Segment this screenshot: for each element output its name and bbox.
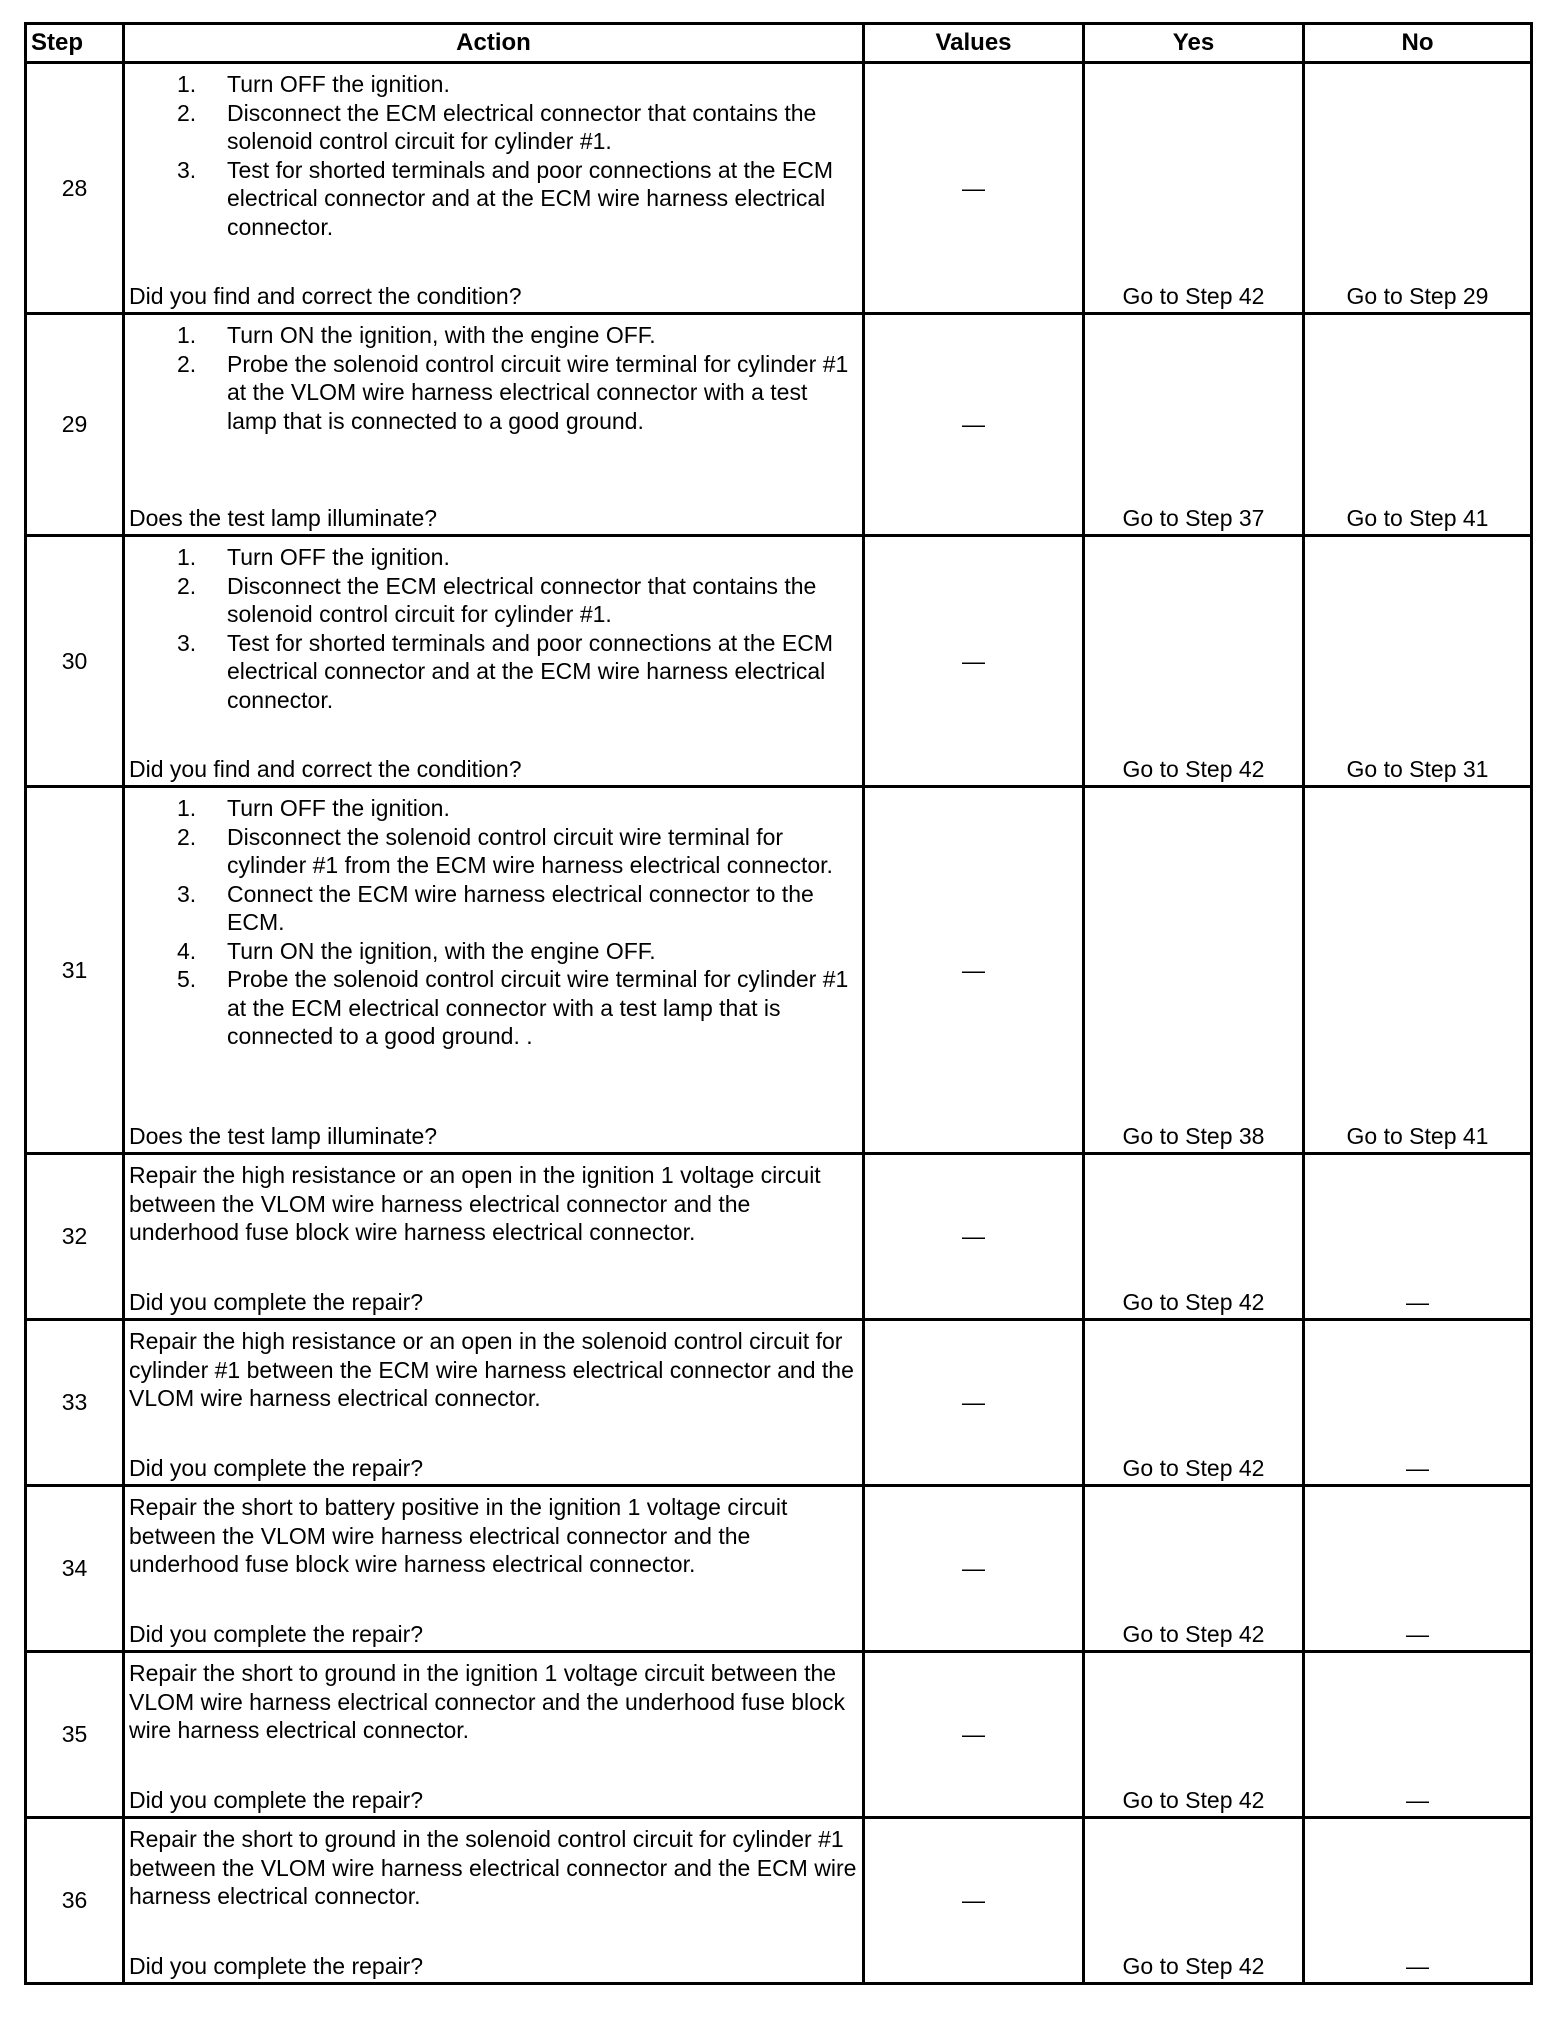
yes-cell	[1084, 787, 1304, 1154]
no-goto: —	[1406, 1952, 1429, 1979]
table-row	[26, 1818, 1532, 1984]
no-cell	[1304, 1652, 1532, 1818]
yes-goto: Go to Step 42	[1122, 755, 1265, 782]
list-item: 3. Connect the ECM wire harness electrical connector to the ECM.	[177, 880, 814, 935]
yes-goto: Go to Step 42	[1122, 1620, 1265, 1647]
action-steps-list	[125, 794, 862, 1051]
table-row	[26, 1320, 1532, 1486]
no-cell	[1304, 314, 1532, 536]
action-description: Repair the short to battery positive in the ignition 1 voltage circuit between the VLOM wire harness electrical connector and the underhood fuse block wire harness electrical connector.	[129, 1494, 788, 1577]
no-cell	[1304, 63, 1532, 314]
header-action: Action	[124, 24, 864, 63]
list-item: 3. Test for shorted terminals and poor connections at the ECM electrical connector and at the ECM wire harness electrical connector.	[177, 156, 833, 240]
action-cell	[124, 787, 864, 1154]
no-goto: Go to Step 31	[1346, 755, 1489, 782]
action-description: Repair the high resistance or an open in the solenoid control circuit for cylinder #1 between the ECM wire harness electrical connector and the VLOM wire harness electrical connector.	[129, 1328, 854, 1411]
no-cell	[1304, 536, 1532, 787]
yes-cell	[1084, 314, 1304, 536]
action-question: Does the test lamp illuminate?	[129, 504, 438, 531]
action-steps-list	[125, 70, 862, 241]
list-item: 1. Turn OFF the ignition.	[177, 71, 450, 97]
action-question: Did you complete the repair?	[129, 1620, 424, 1647]
action-description: Repair the short to ground in the solenoid control circuit for cylinder #1 between the VLOM wire harness electrical connector and the ECM wire harness electrical connector.	[129, 1826, 857, 1909]
list-item: 4. Turn ON the ignition, with the engine OFF.	[177, 937, 656, 964]
step-number: 32	[26, 1154, 124, 1320]
values-cell: —	[864, 1154, 1084, 1320]
values-cell: —	[864, 1652, 1084, 1818]
action-question: Did you find and correct the condition?	[129, 282, 522, 309]
values-cell: —	[864, 787, 1084, 1154]
action-question: Did you complete the repair?	[129, 1454, 424, 1481]
values-cell: —	[864, 1320, 1084, 1486]
action-question: Does the test lamp illuminate?	[129, 1122, 438, 1149]
action-cell	[124, 536, 864, 787]
table-header-row	[26, 24, 1532, 63]
yes-cell	[1084, 536, 1304, 787]
yes-goto: Go to Step 42	[1122, 1454, 1265, 1481]
yes-goto: Go to Step 38	[1122, 1122, 1265, 1149]
list-item: 2. Disconnect the ECM electrical connector that contains the solenoid control circuit for cylinder #1.	[177, 572, 817, 627]
step-number: 29	[26, 314, 124, 536]
header-yes: Yes	[1084, 24, 1304, 63]
no-cell	[1304, 1320, 1532, 1486]
list-item: 3. Test for shorted terminals and poor connections at the ECM electrical connector and at the ECM wire harness electrical connector.	[177, 629, 833, 713]
yes-cell	[1084, 1320, 1304, 1486]
no-cell	[1304, 1486, 1532, 1652]
yes-goto: Go to Step 42	[1122, 1288, 1265, 1315]
no-cell	[1304, 1818, 1532, 1984]
yes-cell	[1084, 1154, 1304, 1320]
list-item: 5. Probe the solenoid control circuit wire terminal for cylinder #1 at the ECM electrical connector with a test lamp that is connected to a good ground. .	[177, 966, 849, 1049]
header-no: No	[1304, 24, 1532, 63]
list-item: 2. Disconnect the solenoid control circuit wire terminal for cylinder #1 from the ECM wire harness electrical connector.	[177, 823, 833, 878]
no-goto: —	[1406, 1454, 1429, 1481]
action-steps-list	[125, 543, 862, 714]
action-cell	[124, 63, 864, 314]
yes-goto: Go to Step 42	[1122, 1786, 1265, 1813]
table-row	[26, 1154, 1532, 1320]
step-number: 36	[26, 1818, 124, 1984]
action-question: Did you find and correct the condition?	[129, 755, 522, 782]
diagnostic-table-page	[24, 22, 1530, 1985]
step-number: 35	[26, 1652, 124, 1818]
action-question: Did you complete the repair?	[129, 1786, 424, 1813]
values-cell: —	[864, 536, 1084, 787]
action-cell	[124, 1486, 864, 1652]
list-item: 1. Turn ON the ignition, with the engine OFF.	[177, 322, 656, 348]
yes-cell	[1084, 1652, 1304, 1818]
step-number: 34	[26, 1486, 124, 1652]
table-row	[26, 1652, 1532, 1818]
no-goto: —	[1406, 1288, 1429, 1315]
yes-cell	[1084, 63, 1304, 314]
no-goto: Go to Step 41	[1346, 1122, 1489, 1149]
values-cell: —	[864, 1486, 1084, 1652]
yes-goto: Go to Step 42	[1122, 1952, 1265, 1979]
action-cell	[124, 1652, 864, 1818]
yes-cell	[1084, 1486, 1304, 1652]
table-row	[26, 314, 1532, 536]
action-cell	[124, 1154, 864, 1320]
no-cell	[1304, 1154, 1532, 1320]
no-goto: —	[1406, 1786, 1429, 1813]
no-goto: Go to Step 41	[1346, 504, 1489, 531]
list-item: 2. Probe the solenoid control circuit wire terminal for cylinder #1 at the VLOM wire harness electrical connector with a test lamp that is connected to a good ground.	[177, 350, 849, 434]
action-question: Did you complete the repair?	[129, 1952, 424, 1979]
table-row	[26, 536, 1532, 787]
no-goto: —	[1406, 1620, 1429, 1647]
yes-goto: Go to Step 42	[1122, 282, 1265, 309]
no-goto: Go to Step 29	[1346, 282, 1489, 309]
action-cell	[124, 314, 864, 536]
action-question: Did you complete the repair?	[129, 1288, 424, 1315]
action-cell	[124, 1320, 864, 1486]
no-cell	[1304, 787, 1532, 1154]
values-cell: —	[864, 314, 1084, 536]
step-number: 31	[26, 787, 124, 1154]
action-steps-list	[125, 321, 862, 435]
yes-goto: Go to Step 37	[1122, 504, 1265, 531]
values-cell: —	[864, 63, 1084, 314]
diagnostic-steps-table	[24, 22, 1533, 1985]
action-description: Repair the short to ground in the ignition 1 voltage circuit between the VLOM wire harness electrical connector and the underhood fuse block wire harness electrical connector.	[129, 1660, 845, 1743]
table-row	[26, 787, 1532, 1154]
list-item: 1. Turn OFF the ignition.	[177, 544, 450, 570]
values-cell: —	[864, 1818, 1084, 1984]
table-row	[26, 1486, 1532, 1652]
table-row	[26, 63, 1532, 314]
action-description: Repair the high resistance or an open in the ignition 1 voltage circuit between the VLOM wire harness electrical connector and the underhood fuse block wire harness electrical connector.	[129, 1162, 821, 1245]
step-number: 33	[26, 1320, 124, 1486]
list-item: 1. Turn OFF the ignition.	[177, 795, 450, 821]
header-step: Step	[26, 24, 124, 63]
yes-cell	[1084, 1818, 1304, 1984]
action-cell	[124, 1818, 864, 1984]
step-number: 28	[26, 63, 124, 314]
list-item: 2. Disconnect the ECM electrical connector that contains the solenoid control circuit for cylinder #1.	[177, 99, 817, 154]
step-number: 30	[26, 536, 124, 787]
header-values: Values	[864, 24, 1084, 63]
